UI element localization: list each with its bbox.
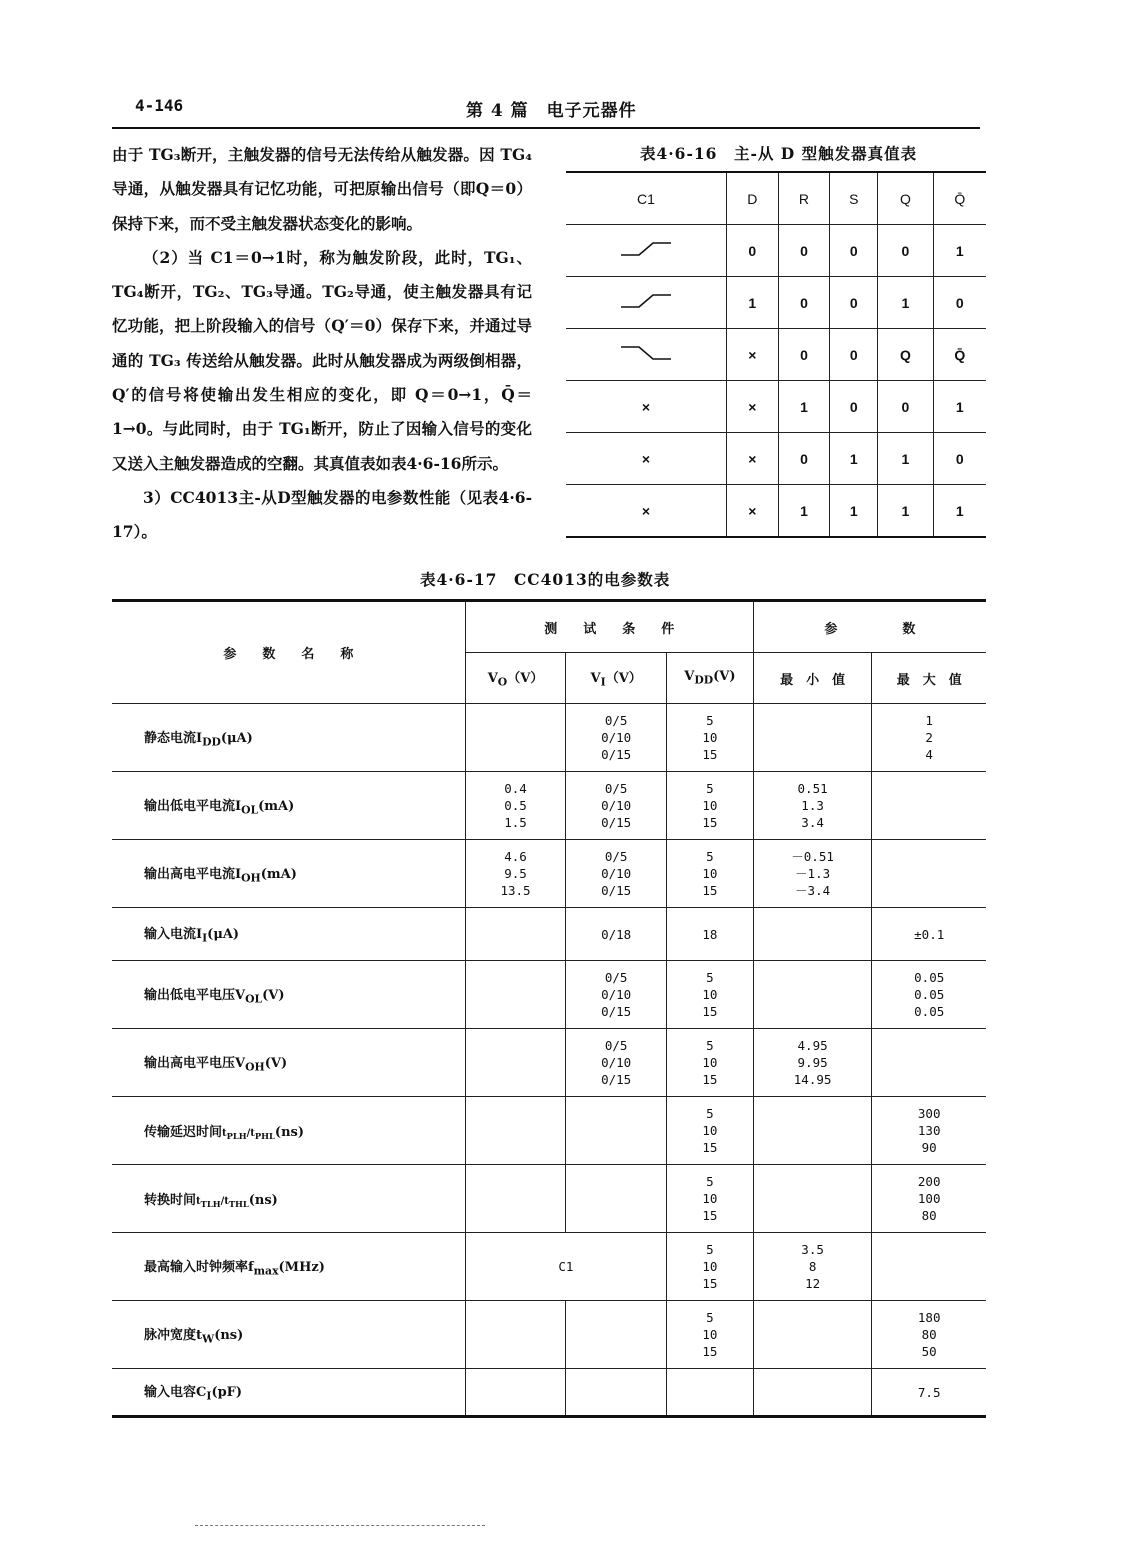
condition-vo	[465, 704, 566, 772]
truth-table-cell: 0	[878, 381, 933, 433]
truth-table-cell: 0	[830, 329, 878, 381]
truth-table-cell: 0	[830, 381, 878, 433]
value-min	[753, 908, 872, 961]
value-min: 3.5 8 12	[753, 1233, 872, 1301]
paragraph-2: （2）当 C1＝0→1时，称为触发阶段，此时，TG₁、TG₄断开，TG₂、TG₃导通。TG₂导通，使主触发器具有记忆功能，把上阶段输入的信号（Q′＝0）保存下来，并通过导通的 TG₃ 传送给从触发器。此时从触发器成为两级倒相器，Q′的信号将使输出发生相应的变化，即 Q＝0→1，Q̄＝1→0。与此同时，由于 TG₁断开，防止了因输入信号的变化又送入主触发器造成的空翻。其真值表如表4·6-16所示。	[112, 247, 532, 473]
param-row	[112, 1165, 986, 1233]
param-row	[112, 1233, 986, 1301]
truth-table-row	[566, 277, 986, 329]
truth-table-cell: 0	[830, 277, 878, 329]
header-params: 参 数	[753, 601, 986, 653]
param-name: 输出低电平电压$V_{OL}(V)$	[112, 961, 465, 1029]
value-max: 7.5	[872, 1369, 986, 1417]
condition-vo	[465, 1369, 566, 1417]
truth-table-cell: 0	[727, 225, 779, 277]
truth-table-cell: 1	[878, 433, 933, 485]
truth-table-cell: 1	[933, 225, 986, 277]
value-min	[753, 704, 872, 772]
value-vdd: 5 10 15	[666, 961, 753, 1029]
truth-table-cell: 0	[878, 225, 933, 277]
truth-table-cell: ×	[566, 381, 727, 433]
truth-table-cell: ×	[566, 485, 727, 538]
truth-table-cell: 1	[878, 485, 933, 538]
table-4-6-16-title: 表4·6-16 主-从 D 型触发器真值表	[640, 144, 918, 163]
condition-vi: 0/18	[566, 908, 667, 961]
truth-table-cell: 0	[778, 433, 830, 485]
falling-edge-icon	[566, 329, 727, 381]
param-row	[112, 908, 986, 961]
header-rule	[112, 127, 980, 129]
condition-vo: 0.4 0.5 1.5	[465, 772, 566, 840]
truth-table-cell: 1	[933, 381, 986, 433]
value-vdd	[666, 1369, 753, 1417]
paragraph-3: 3）CC4013主-从D型触发器的电参数性能（见表4·6-17）。	[112, 487, 532, 542]
value-min	[753, 1165, 872, 1233]
value-max	[872, 1233, 986, 1301]
value-min	[753, 961, 872, 1029]
condition-vo: 4.6 9.5 13.5	[465, 840, 566, 908]
header-vi: $V_I(V)$	[566, 653, 667, 704]
header-d: D	[727, 172, 779, 225]
rising-edge-icon	[566, 225, 727, 277]
value-min: 4.95 9.95 14.95	[753, 1029, 872, 1097]
value-vdd: 5 10 15	[666, 1233, 753, 1301]
header-vdd: $V_{DD}(V)$	[666, 653, 753, 704]
value-vdd: 5 10 15	[666, 1029, 753, 1097]
condition-vi: 0/5 0/10 0/15	[566, 1029, 667, 1097]
value-vdd: 5 10 15	[666, 1165, 753, 1233]
footer-dash	[195, 1525, 485, 1526]
condition-vo	[465, 1097, 566, 1165]
truth-table-cell: 1	[727, 277, 779, 329]
condition-vi: 0/5 0/10 0/15	[566, 961, 667, 1029]
truth-table-cell: ×	[566, 433, 727, 485]
body-text	[112, 138, 532, 550]
header-c1: C1	[566, 172, 727, 225]
truth-table-row	[566, 433, 986, 485]
value-max: 1 2 4	[872, 704, 986, 772]
param-row	[112, 1029, 986, 1097]
value-min: －0.51 －1.3 －3.4	[753, 840, 872, 908]
truth-table-cell: ×	[727, 485, 779, 538]
value-max: ±0.1	[872, 908, 986, 961]
paragraph-1: 由于 TG₃断开，主触发器的信号无法传给从触发器。因 TG₄导通，从触发器具有记忆功能，可把原输出信号（即Q＝0）保持下来，而不受主触发器状态变化的影响。	[112, 145, 532, 233]
condition-vi: 0/5 0/10 0/15	[566, 704, 667, 772]
value-max: 0.05 0.05 0.05	[872, 961, 986, 1029]
header-q: Q	[878, 172, 933, 225]
rising-edge-icon	[566, 277, 727, 329]
value-vdd: 5 10 15	[666, 840, 753, 908]
condition-vi: 0/5 0/10 0/15	[566, 840, 667, 908]
header-vo: $V_O(V)$	[465, 653, 566, 704]
truth-table-header	[566, 172, 986, 225]
value-min	[753, 1369, 872, 1417]
condition-vi	[566, 1165, 667, 1233]
header-q-bar: Q̄	[933, 172, 986, 225]
truth-table-cell: 0	[830, 225, 878, 277]
condition-vo	[465, 908, 566, 961]
truth-table-cell: 0	[778, 225, 830, 277]
param-name: 输出高电平电压$V_{OH}(V)$	[112, 1029, 465, 1097]
table-4-6-17-title: 表4·6-17 CC4013的电参数表	[420, 570, 671, 589]
chapter-title: 第 4 篇 电子元器件	[466, 101, 637, 121]
value-max: 300 130 90	[872, 1097, 986, 1165]
value-vdd: 5 10 15	[666, 772, 753, 840]
truth-table-cell: ×	[727, 329, 779, 381]
condition-vo	[465, 1165, 566, 1233]
header-min: 最 小 值	[753, 653, 872, 704]
value-min	[753, 1301, 872, 1369]
value-vdd: 18	[666, 908, 753, 961]
truth-table-cell: 0	[933, 277, 986, 329]
param-row	[112, 840, 986, 908]
param-name: 转换时间$t_{TLH}/t_{THL}(ns)$	[112, 1165, 465, 1233]
parameter-table	[112, 599, 986, 1418]
truth-table-cell: ×	[727, 381, 779, 433]
value-max: 200 100 80	[872, 1165, 986, 1233]
truth-table-cell: 0	[933, 433, 986, 485]
condition-vo	[465, 961, 566, 1029]
condition-vi	[566, 1369, 667, 1417]
condition-vi	[566, 1097, 667, 1165]
param-row	[112, 1369, 986, 1417]
value-min: 0.51 1.3 3.4	[753, 772, 872, 840]
value-max	[872, 1029, 986, 1097]
truth-table-row	[566, 381, 986, 433]
condition-vi: 0/5 0/10 0/15	[566, 772, 667, 840]
truth-table-cell: Q̄	[933, 329, 986, 381]
value-vdd: 5 10 15	[666, 1301, 753, 1369]
truth-table-cell: 1	[830, 433, 878, 485]
header-s: S	[830, 172, 878, 225]
truth-table-cell: Q	[878, 329, 933, 381]
truth-table-cell: 0	[778, 277, 830, 329]
value-vdd: 5 10 15	[666, 1097, 753, 1165]
condition-vo	[465, 1301, 566, 1369]
param-row	[112, 1301, 986, 1369]
param-name: 输入电容$C_I(pF)$	[112, 1369, 465, 1417]
truth-table-cell: 1	[778, 381, 830, 433]
param-name: 最高输入时钟频率$f_{max}(MHz)$	[112, 1233, 465, 1301]
truth-table-cell: 1	[778, 485, 830, 538]
param-name: 输出低电平电流$I_{OL}(mA)$	[112, 772, 465, 840]
value-vdd: 5 10 15	[666, 704, 753, 772]
value-max	[872, 840, 986, 908]
param-row	[112, 704, 986, 772]
truth-table-cell: 0	[778, 329, 830, 381]
param-row	[112, 961, 986, 1029]
param-name: 静态电流$I_{DD}(\mu A)$	[112, 704, 465, 772]
truth-table-row	[566, 225, 986, 277]
condition-vi	[566, 1301, 667, 1369]
truth-table-cell: 1	[878, 277, 933, 329]
param-name: 输入电流$I_I(\mu A)$	[112, 908, 465, 961]
param-name: 输出高电平电流$I_{OH}(mA)$	[112, 840, 465, 908]
header-max: 最 大 值	[872, 653, 986, 704]
page-number: 4-146	[135, 96, 184, 115]
value-max: 180 80 50	[872, 1301, 986, 1369]
truth-table-cell: ×	[727, 433, 779, 485]
param-row	[112, 1097, 986, 1165]
condition-merged: C1	[465, 1233, 666, 1301]
truth-table-cell: 1	[830, 485, 878, 538]
value-max	[872, 772, 986, 840]
truth-table-row	[566, 485, 986, 538]
truth-table-row	[566, 329, 986, 381]
truth-table	[566, 171, 986, 538]
header-test-conditions: 测 试 条 件	[465, 601, 753, 653]
param-name: 传输延迟时间$t_{PLH}/t_{PHL}(ns)$	[112, 1097, 465, 1165]
truth-table-cell: 1	[933, 485, 986, 538]
param-row	[112, 772, 986, 840]
value-min	[753, 1097, 872, 1165]
param-name: 脉冲宽度$t_W(ns)$	[112, 1301, 465, 1369]
header-r: R	[778, 172, 830, 225]
condition-vo	[465, 1029, 566, 1097]
header-param-name: 参 数 名 称	[112, 601, 465, 704]
